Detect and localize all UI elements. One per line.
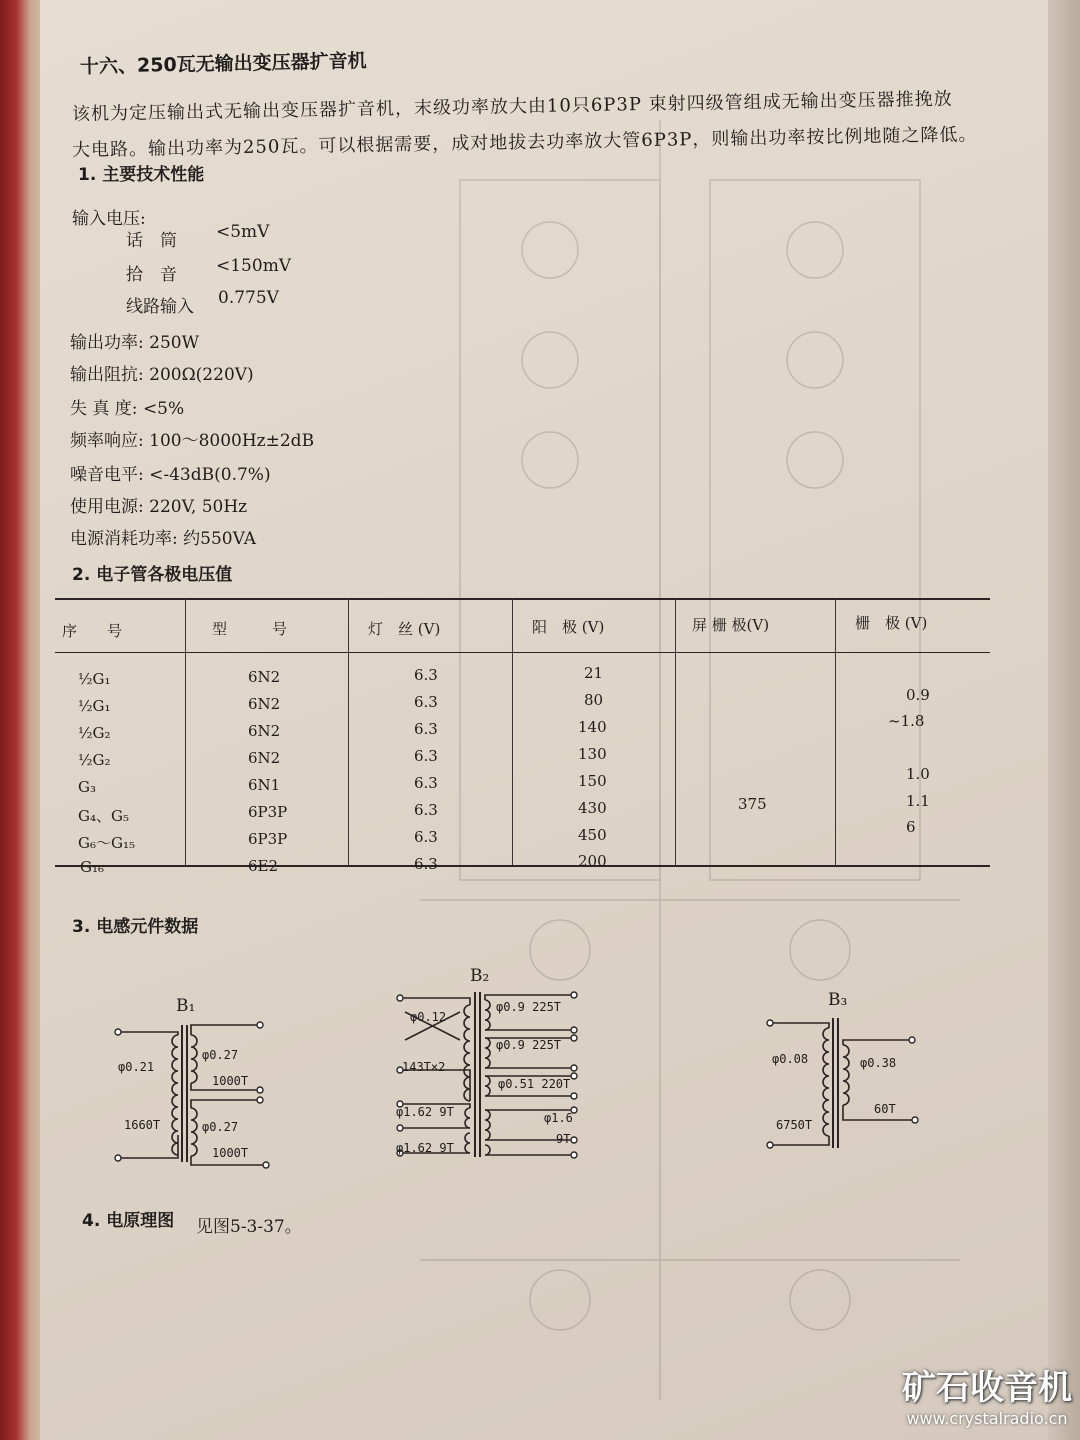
row3-filament: 6.3 bbox=[414, 720, 438, 738]
spec-power-consumption: 电源消耗功率: 约550VA bbox=[70, 529, 256, 549]
b2-sec4-wire: φ1.6 bbox=[544, 1111, 573, 1125]
row4-anode: 130 bbox=[578, 745, 607, 763]
header-filament: 灯 丝 (V) bbox=[368, 620, 441, 638]
input-mic-name: 话 筒 bbox=[126, 231, 177, 251]
intro-line-1: 该机为定压输出式无输出变压器扩音机，末级功率放大由10只6P3P 束射四级管组成无输出变压器推挽放 bbox=[71, 88, 953, 125]
row6-type: 6P3P bbox=[248, 803, 288, 821]
screen-grid-value: 375 bbox=[738, 795, 767, 813]
row7-seq: G₆～G₁₅ bbox=[78, 834, 136, 852]
b1-sec1-turns: 1000T bbox=[212, 1074, 249, 1088]
row2-anode: 80 bbox=[584, 691, 604, 709]
header-seq: 序 号 bbox=[62, 622, 123, 640]
spec-noise-level: 噪音电平: <-43dB(0.7%) bbox=[70, 465, 271, 485]
watermark-url: www.crystalradio.cn bbox=[906, 1409, 1068, 1428]
site-watermark bbox=[902, 1360, 1072, 1428]
b1-sec2-turns: 1000T bbox=[212, 1146, 249, 1160]
grid-value-3: 1.0 bbox=[906, 765, 930, 783]
input-pickup-value: <150mV bbox=[216, 256, 292, 276]
spec-power-supply: 使用电源: 220V, 50Hz bbox=[70, 497, 248, 517]
b2-primary-turns: 143T×2 bbox=[402, 1060, 446, 1074]
spec-distortion: 失 真 度: <5% bbox=[70, 399, 185, 419]
b2-sec4-turns: 9T bbox=[556, 1132, 571, 1146]
grid-value-2: ~1.8 bbox=[888, 712, 925, 730]
header-grid: 栅 极 (V) bbox=[855, 614, 928, 632]
section3-title: 3. 电感元件数据 bbox=[72, 917, 199, 937]
b2-sec2-label: φ0.9 225T bbox=[496, 1038, 562, 1052]
row6-anode: 430 bbox=[578, 799, 607, 817]
row2-type: 6N2 bbox=[248, 695, 281, 713]
header-type: 型 号 bbox=[212, 620, 288, 638]
row1-anode: 21 bbox=[584, 664, 604, 682]
b3-primary-turns: 6750T bbox=[776, 1118, 813, 1132]
b1-primary-turns: 1660T bbox=[124, 1118, 161, 1132]
row4-type: 6N2 bbox=[248, 749, 281, 767]
header-anode: 阳 极 (V) bbox=[532, 618, 605, 636]
row8-seq: G₁₆ bbox=[80, 858, 105, 876]
b2-name: B₂ bbox=[470, 966, 490, 986]
spec-output-power: 输出功率: 250W bbox=[70, 333, 200, 353]
row1-seq: ½G₁ bbox=[78, 670, 111, 688]
input-line-value: 0.775V bbox=[218, 288, 279, 308]
row5-filament: 6.3 bbox=[414, 774, 438, 792]
row7-anode: 450 bbox=[578, 826, 607, 844]
row8-type: 6E2 bbox=[248, 857, 279, 875]
intro-line-2: 大电路。输出功率为250瓦。可以根据需要，成对地拔去功率放大管6P3P，则输出功率按比例地随之降低。 bbox=[71, 124, 978, 161]
grid-value-1: 0.9 bbox=[906, 686, 930, 704]
section-heading: 十六、250瓦无输出变压器扩音机 bbox=[79, 49, 367, 78]
b1-name: B₁ bbox=[176, 996, 196, 1016]
grid-value-4: 1.1 bbox=[906, 792, 930, 810]
row6-filament: 6.3 bbox=[414, 801, 438, 819]
row7-type: 6P3P bbox=[248, 830, 288, 848]
b2-left-winding-2: φ1.62 9T bbox=[396, 1141, 454, 1155]
header-screen: 屏 栅 极(V) bbox=[692, 616, 770, 634]
row3-seq: ½G₂ bbox=[78, 724, 111, 742]
row1-type: 6N2 bbox=[248, 668, 281, 686]
grid-value-5: 6 bbox=[906, 818, 916, 836]
row8-anode: 200 bbox=[578, 852, 607, 870]
input-voltage-label: 输入电压: bbox=[72, 209, 146, 229]
input-mic-value: <5mV bbox=[216, 222, 270, 242]
row7-filament: 6.3 bbox=[414, 828, 438, 846]
row6-seq: G₄、G₅ bbox=[78, 807, 129, 825]
section2-title: 2. 电子管各极电压值 bbox=[72, 565, 233, 585]
input-pickup-name: 拾 音 bbox=[126, 265, 177, 285]
b2-sec1-label: φ0.9 225T bbox=[496, 1000, 562, 1014]
b3-secondary-turns: 60T bbox=[874, 1102, 896, 1116]
section1-title: 1. 主要技术性能 bbox=[78, 165, 205, 185]
b3-primary-wire: φ0.08 bbox=[772, 1052, 809, 1066]
row5-seq: G₃ bbox=[78, 778, 96, 796]
spec-output-impedance: 输出阻抗: 200Ω(220V) bbox=[70, 365, 254, 385]
b3-name: B₃ bbox=[828, 990, 848, 1010]
row2-seq: ½G₁ bbox=[78, 697, 111, 715]
b2-left-winding-1: φ1.62 9T bbox=[396, 1105, 454, 1119]
b2-sec3-label: φ0.51 220T bbox=[498, 1077, 571, 1091]
row3-type: 6N2 bbox=[248, 722, 281, 740]
row5-anode: 150 bbox=[578, 772, 607, 790]
input-line-name: 线路输入 bbox=[126, 297, 194, 317]
b1-sec2-wire: φ0.27 bbox=[202, 1120, 239, 1134]
row2-filament: 6.3 bbox=[414, 693, 438, 711]
row4-seq: ½G₂ bbox=[78, 751, 111, 769]
row8-filament: 6.3 bbox=[414, 855, 438, 873]
row3-anode: 140 bbox=[578, 718, 607, 736]
b1-sec1-wire: φ0.27 bbox=[202, 1048, 239, 1062]
row1-filament: 6.3 bbox=[414, 666, 438, 684]
section4-title: 4. 电原理图 bbox=[82, 1211, 175, 1231]
spec-frequency-response: 频率响应: 100～8000Hz±2dB bbox=[70, 431, 315, 451]
row5-type: 6N1 bbox=[248, 776, 281, 794]
row4-filament: 6.3 bbox=[414, 747, 438, 765]
b2-primary-wire: φ0.12 bbox=[410, 1010, 447, 1024]
section4-reference: 见图5-3-37。 bbox=[196, 1217, 302, 1237]
watermark-logo-text: 矿石收音机 bbox=[902, 1368, 1072, 1408]
b3-secondary-wire: φ0.38 bbox=[860, 1056, 897, 1070]
b1-primary-wire: φ0.21 bbox=[118, 1060, 155, 1074]
